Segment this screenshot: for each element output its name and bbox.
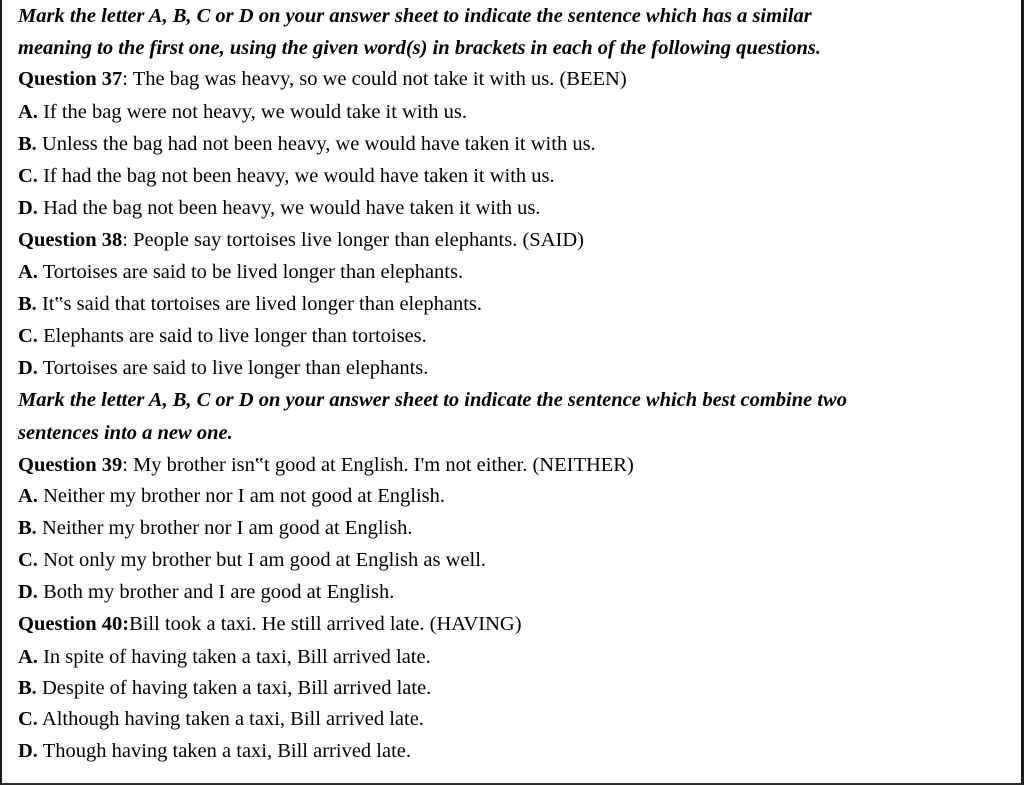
option-text: Tortoises are said to live longer than elephants. [37,357,429,379]
question-39-option-d[interactable] [18,576,1015,608]
option-letter: D. [18,197,38,219]
question-separator: : [122,454,134,476]
option-letter: B. [18,517,37,539]
question-40-option-c[interactable] [18,703,1015,735]
question-37-option-b[interactable] [18,128,1015,160]
question-38-option-d[interactable] [18,352,1015,384]
option-text: It‟s said that tortoises are lived longer than elephants. [36,293,482,315]
question-39 [18,449,1015,481]
option-text: Despite of having taken a taxi, Bill arrived late. [36,677,432,699]
option-letter: A. [18,646,38,668]
question-separator: : [122,229,134,251]
option-text: Tortoises are said to be lived longer than elephants. [37,261,464,283]
option-text: Both my brother and I are good at English. [37,581,395,603]
option-text: In spite of having taken a taxi, Bill arrived late. [37,646,431,668]
option-letter: C. [18,325,38,347]
question-38 [18,224,1015,256]
option-text: Not only my brother but I am good at English as well. [37,549,487,571]
question-38-option-c[interactable] [18,320,1015,352]
instruction-2-line-2: sentences into a new one. [18,422,233,444]
option-text: If the bag were not heavy, we would take it with us. [37,101,467,123]
question-40-option-d[interactable] [18,735,1015,767]
option-text: Elephants are said to live longer than tortoises. [37,325,427,347]
question-37-option-c[interactable] [18,160,1015,192]
instruction-2-line-1: Mark the letter A, B, C or D on your answer sheet to indicate the sentence which best combine two [18,389,847,411]
question-37 [18,63,1015,95]
question-38-option-a[interactable] [18,256,1015,288]
option-text: Unless the bag had not been heavy, we would have taken it with us. [36,133,596,155]
option-letter: A. [18,261,38,283]
option-letter: B. [18,677,37,699]
option-text: Neither my brother nor I am not good at English. [37,485,446,507]
question-40 [18,608,1015,640]
instruction-1-line-1: Mark the letter A, B, C or D on your answer sheet to indicate the sentence which has a similar [18,5,812,27]
option-letter: D. [18,357,38,379]
question-40-option-a[interactable] [18,641,1015,673]
option-letter: A. [18,101,38,123]
question-label: Question 40: [18,613,130,635]
option-letter: D. [18,581,38,603]
question-separator: : [122,68,133,90]
question-40-option-b[interactable] [18,672,1015,704]
option-text: Had the bag not been heavy, we would have taken it with us. [37,197,541,219]
option-letter: B. [18,133,37,155]
question-prompt: My brother isn‟t good at English. I'm not either. (NEITHER) [133,454,634,476]
question-39-option-b[interactable] [18,512,1015,544]
option-text: Neither my brother nor I am good at English. [36,517,413,539]
option-text: If had the bag not been heavy, we would have taken it with us. [37,165,555,187]
instruction-1-line-2: meaning to the first one, using the given word(s) in brackets in each of the following questions. [18,37,822,59]
question-prompt: Bill took a taxi. He still arrived late. (HAVING) [129,613,522,635]
question-prompt: The bag was heavy, so we could not take it with us. (BEEN) [132,68,627,90]
option-letter: D. [18,740,38,762]
option-letter: B. [18,293,37,315]
question-label: Question 39 [18,454,123,476]
question-label: Question 38 [18,229,123,251]
question-prompt: People say tortoises live longer than elephants. (SAID) [133,229,584,251]
question-37-option-a[interactable] [18,96,1015,128]
option-text: Although having taken a taxi, Bill arrived late. [37,708,424,730]
option-letter: C. [18,708,38,730]
option-letter: C. [18,165,38,187]
question-39-option-c[interactable] [18,544,1015,576]
option-letter: A. [18,485,38,507]
question-39-option-a[interactable] [18,480,1015,512]
question-label: Question 37 [18,68,123,90]
option-text: Though having taken a taxi, Bill arrived late. [37,740,412,762]
option-letter: C. [18,549,38,571]
question-37-option-d[interactable] [18,192,1015,224]
question-38-option-b[interactable] [18,288,1015,320]
